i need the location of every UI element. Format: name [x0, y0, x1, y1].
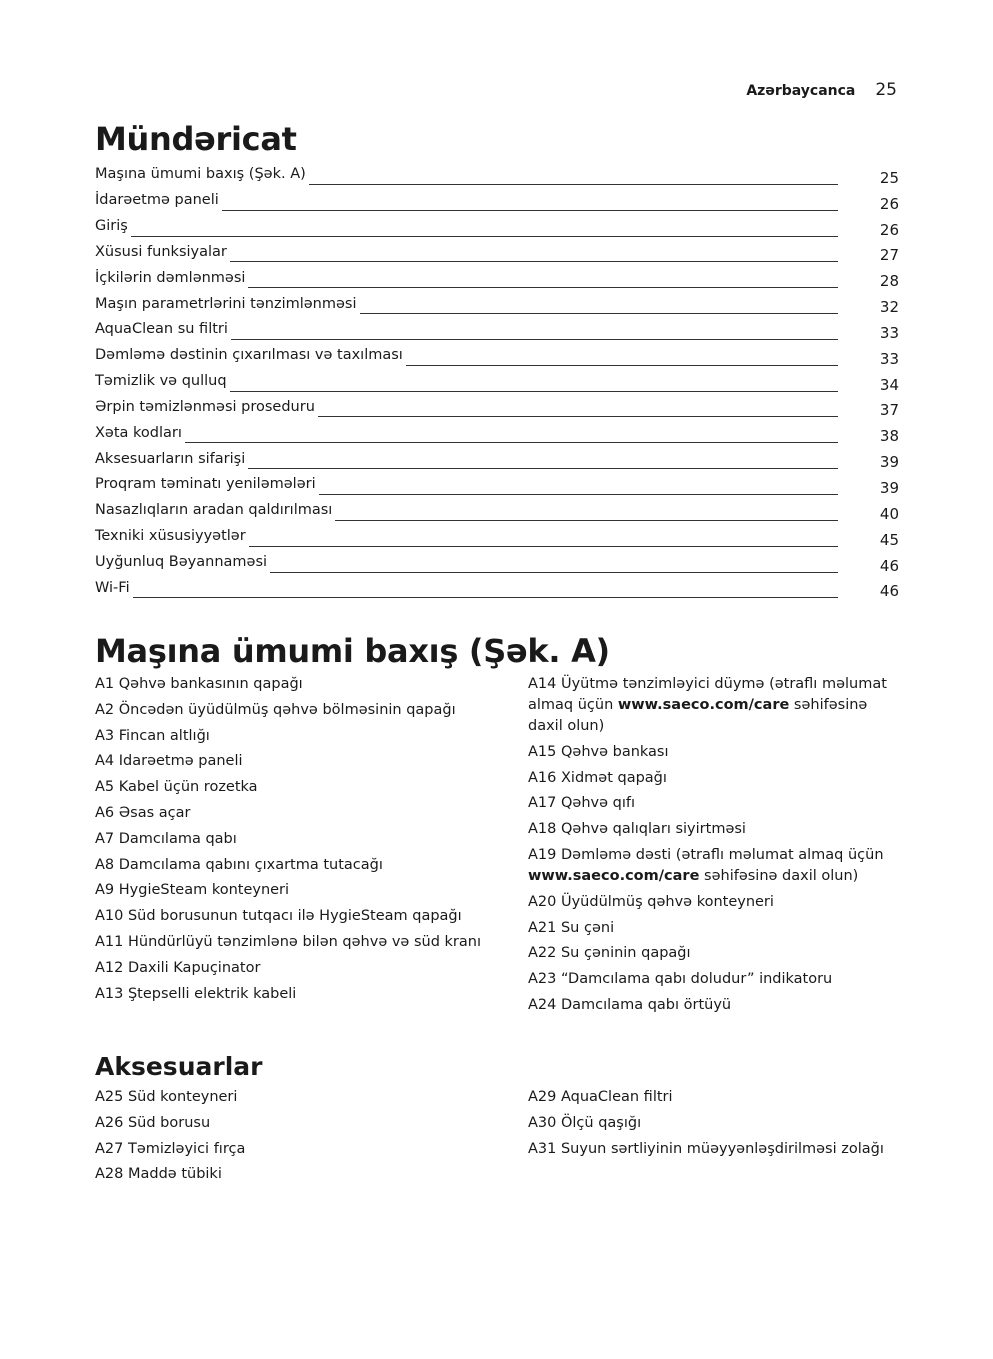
list-item-a14: A14 Üyütmə tənzimləyici düymə (ətraflı məlumat almaq üçün www.saeco.com/care səhifəsinə daxil olun)	[528, 676, 887, 734]
toc-entry-page: 32	[879, 298, 899, 317]
toc-entry-title: Giriş	[95, 218, 128, 235]
toc-entry[interactable]	[95, 500, 899, 526]
list-item: A4 Idarəetmə paneli	[95, 753, 243, 770]
language-label: Azərbaycanca	[746, 83, 856, 99]
toc-entry[interactable]	[95, 293, 899, 319]
list-item: A26 Süd borusu	[95, 1114, 211, 1131]
list-item-a19: A19 Dəmləmə dəsti (ətraflı məlumat almaq üçün www.saeco.com/care səhifəsinə daxil olun)	[528, 846, 884, 884]
toc-leader-line	[335, 520, 838, 521]
list-item: A13 Ştepselli elektrik kabeli	[95, 985, 297, 1002]
toc-leader-line	[133, 597, 838, 598]
toc-entry[interactable]	[95, 164, 899, 190]
toc-entry[interactable]	[95, 267, 899, 293]
toc-entry-page: 26	[879, 194, 899, 213]
list-item: A22 Su çəninin qapağı	[528, 945, 691, 962]
toc-entry-page: 45	[879, 530, 899, 549]
toc-entry-page: 40	[879, 504, 899, 523]
list-item: A23 “Damcılama qabı doludur” indikatoru	[528, 971, 833, 988]
accessories-left-list	[95, 1087, 485, 1190]
care-link[interactable]: www.saeco.com/care	[528, 867, 700, 884]
list-item: A9 HygieSteam konteyneri	[95, 882, 290, 899]
toc-entry[interactable]	[95, 371, 899, 397]
toc-entry-page: 38	[879, 427, 899, 446]
toc-entry-page: 46	[879, 582, 899, 601]
list-item: A30 Ölçü qaşığı	[528, 1114, 642, 1131]
toc-entry-title: Texniki xüsusiyyətlər	[95, 528, 246, 545]
toc-entry-title: İdarəetmə paneli	[95, 192, 219, 209]
toc-entry-page: 39	[879, 453, 899, 472]
toc-entry[interactable]	[95, 526, 899, 552]
toc-entry-title: Uyğunluq Bəyannaməsi	[95, 554, 268, 570]
accessories-title: Aksesuarlar	[95, 1052, 263, 1081]
page-number: 25	[875, 80, 897, 100]
overview-right-list	[528, 674, 900, 1021]
list-item: A18 Qəhvə qalıqları siyirtməsi	[528, 821, 746, 838]
toc-entry-title: Maşın parametrlərini tənzimlənməsi	[95, 295, 357, 312]
list-item: A21 Su çəni	[528, 919, 615, 936]
toc-leader-line	[222, 210, 838, 211]
list-item: A15 Qəhvə bankası	[528, 743, 669, 760]
toc-entry-title: AquaClean su filtri	[95, 321, 228, 338]
toc-entry[interactable]	[95, 345, 899, 371]
toc-entry-page: 25	[879, 168, 899, 187]
list-item: A20 Üyüdülmüş qəhvə konteyneri	[528, 893, 774, 910]
toc-leader-line	[249, 546, 838, 547]
list-item: A17 Qəhvə qıfı	[528, 795, 635, 812]
toc-entry[interactable]	[95, 578, 899, 604]
toc-entry[interactable]	[95, 422, 899, 448]
care-link[interactable]: www.saeco.com/care	[617, 697, 790, 713]
toc-entry-page: 33	[879, 349, 899, 368]
toc-entry-title: Ərpin təmizlənməsi proseduru	[95, 398, 315, 415]
toc-entry[interactable]	[95, 448, 899, 474]
toc-entry-title: Nasazlıqların aradan qaldırılması	[95, 502, 333, 519]
list-item: A10 Süd borusunun tutqacı ilə HygieSteam qapağı	[95, 908, 462, 925]
toc-entry-page: 34	[879, 375, 899, 394]
toc-title: Mündəricat	[95, 120, 297, 158]
list-item: A5 Kabel üçün rozetka	[95, 779, 258, 796]
toc-leader-line	[248, 468, 838, 469]
toc-entry-title: Təmizlik və qulluq	[95, 373, 227, 390]
toc-entry-page: 46	[879, 556, 899, 575]
toc-entry[interactable]	[95, 242, 899, 268]
toc-leader-line	[318, 416, 838, 417]
toc-leader-line	[231, 339, 838, 340]
toc-entry[interactable]	[95, 397, 899, 423]
toc-leader-line	[248, 287, 838, 288]
list-item: A28 Maddə tübiki	[95, 1166, 222, 1183]
overview-title: Maşına ümumi baxış (Şək. A)	[95, 632, 610, 670]
list-item: A6 Əsas açar	[95, 804, 191, 821]
toc-entry[interactable]	[95, 552, 899, 578]
accessories-right-list	[528, 1087, 900, 1164]
toc-entry[interactable]	[95, 216, 899, 242]
list-item: A1 Qəhvə bankasının qapağı	[95, 676, 303, 692]
list-item: A7 Damcılama qabı	[95, 830, 237, 847]
toc-leader-line	[270, 572, 838, 573]
toc-leader-line	[406, 365, 838, 366]
toc-leader-line	[230, 391, 838, 392]
toc-entry-title: Proqram təminatı yeniləmələri	[95, 476, 316, 493]
list-item: A11 Hündürlüyü tənzimlənə bilən qəhvə və süd kranı	[95, 933, 481, 950]
list-item: A12 Daxili Kapuçinator	[95, 959, 261, 976]
toc-entry-title: Maşına ümumi baxış (Şək. A)	[95, 166, 306, 183]
toc-entry-title: Dəmləmə dəstinin çıxarılması və taxılması	[95, 347, 403, 364]
list-item: A29 AquaClean filtri	[528, 1089, 673, 1105]
toc-leader-line	[230, 261, 838, 262]
list-item: A27 Təmizləyici fırça	[95, 1140, 246, 1157]
toc-entry-page: 37	[879, 401, 899, 420]
list-item: A16 Xidmət qapağı	[528, 769, 667, 786]
list-item: A24 Damcılama qabı örtüyü	[528, 996, 732, 1013]
toc-leader-line	[360, 313, 838, 314]
toc-entry-page: 27	[879, 246, 899, 265]
list-item: A8 Damcılama qabını çıxartma tutacağı	[95, 856, 383, 873]
toc-leader-line	[185, 442, 838, 443]
table-of-contents	[95, 164, 899, 603]
toc-entry-title: Xüsusi funksiyalar	[95, 243, 227, 260]
toc-entry[interactable]	[95, 190, 899, 216]
toc-entry-page: 28	[879, 272, 899, 291]
toc-entry-title: Aksesuarların sifarişi	[95, 450, 246, 467]
page-header	[746, 80, 897, 100]
toc-entry-page: 26	[879, 220, 899, 239]
toc-entry-title: Wi-Fi	[95, 579, 130, 596]
list-item: A31 Suyun sərtliyinin müəyyənləşdirilməsi zolağı	[528, 1140, 884, 1157]
toc-entry-page: 39	[879, 478, 899, 497]
toc-entry[interactable]	[95, 474, 899, 500]
toc-leader-line	[131, 236, 838, 237]
toc-entry[interactable]	[95, 319, 899, 345]
toc-entry-page: 33	[879, 323, 899, 342]
list-item: A2 Öncədən üyüdülmüş qəhvə bölməsinin qapağı	[95, 701, 456, 718]
toc-leader-line	[309, 184, 838, 185]
list-item: A3 Fincan altlığı	[95, 727, 210, 744]
toc-leader-line	[319, 494, 838, 495]
list-item: A25 Süd konteyneri	[95, 1089, 238, 1105]
toc-entry-title: İçkilərin dəmlənməsi	[95, 269, 246, 286]
overview-left-list	[95, 674, 485, 1009]
toc-entry-title: Xəta kodları	[95, 424, 182, 441]
